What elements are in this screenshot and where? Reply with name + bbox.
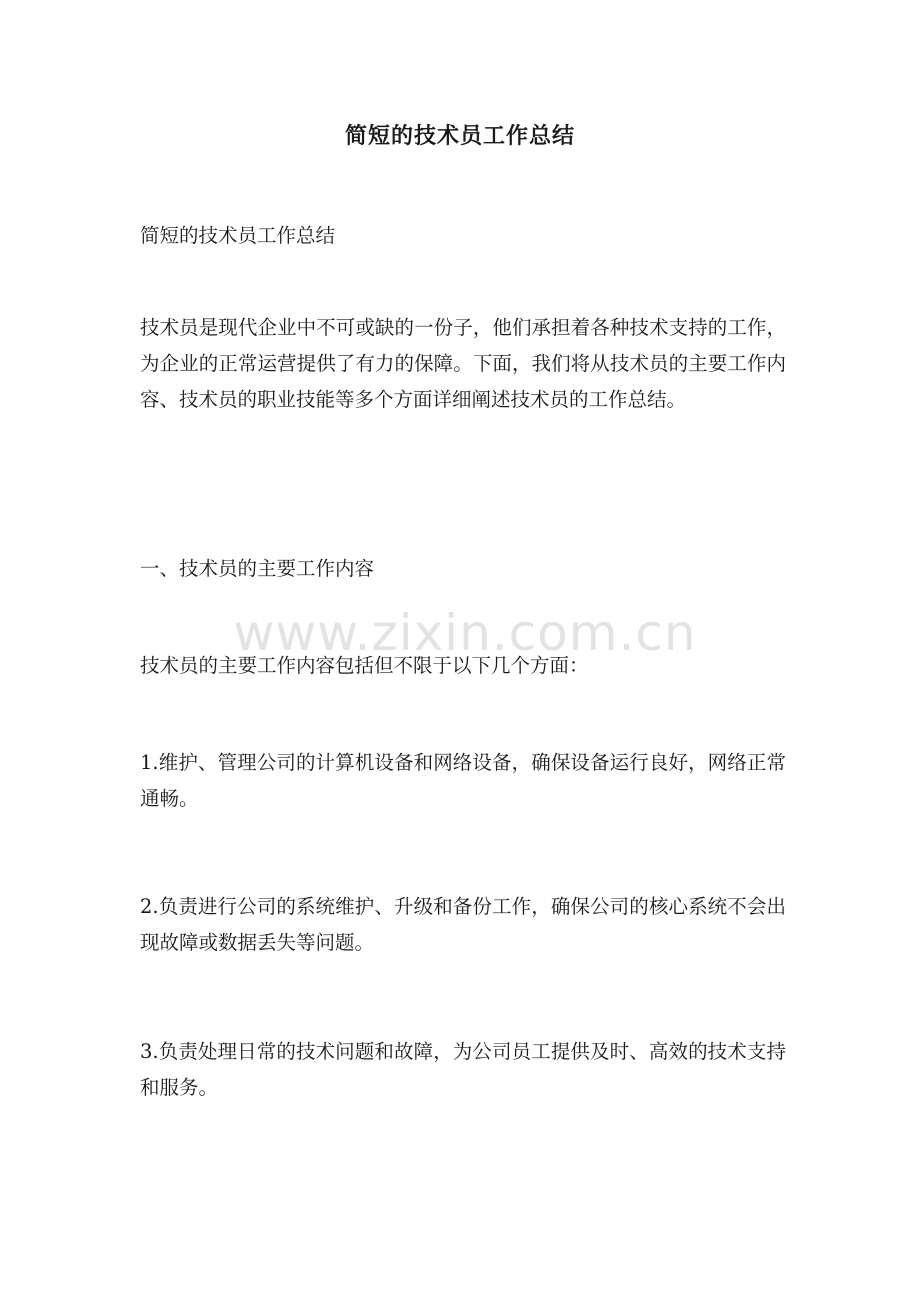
subtitle-paragraph: 简短的技术员工作总结 <box>140 224 336 247</box>
intro-paragraph: 技术员是现代企业中不可或缺的一份子，他们承担着各种技术支持的工作，为企业的正常运营提供了有力的保障。下面，我们将从技术员的主要工作内容、技术员的职业技能等多个方面详细阐述技术员的工作总结。 <box>140 316 786 411</box>
list-item-1: 1.维护、管理公司的计算机设备和网络设备，确保设备运行良好，网络正常通畅。 <box>140 751 786 810</box>
list-item-2: 2.负责进行公司的系统维护、升级和备份工作，确保公司的核心系统不会出现故障或数据丢失等问题。 <box>140 895 786 954</box>
section-intro-paragraph: 技术员的主要工作内容包括但不限于以下几个方面： <box>140 654 589 677</box>
section-heading: 一、技术员的主要工作内容 <box>140 557 375 580</box>
document-title: 简短的技术员工作总结 <box>344 123 575 149</box>
watermark: www.zixin.com.cn <box>233 604 697 662</box>
list-item-3: 3.负责处理日常的技术问题和故障，为公司员工提供及时、高效的技术支持和服务。 <box>140 1040 786 1099</box>
